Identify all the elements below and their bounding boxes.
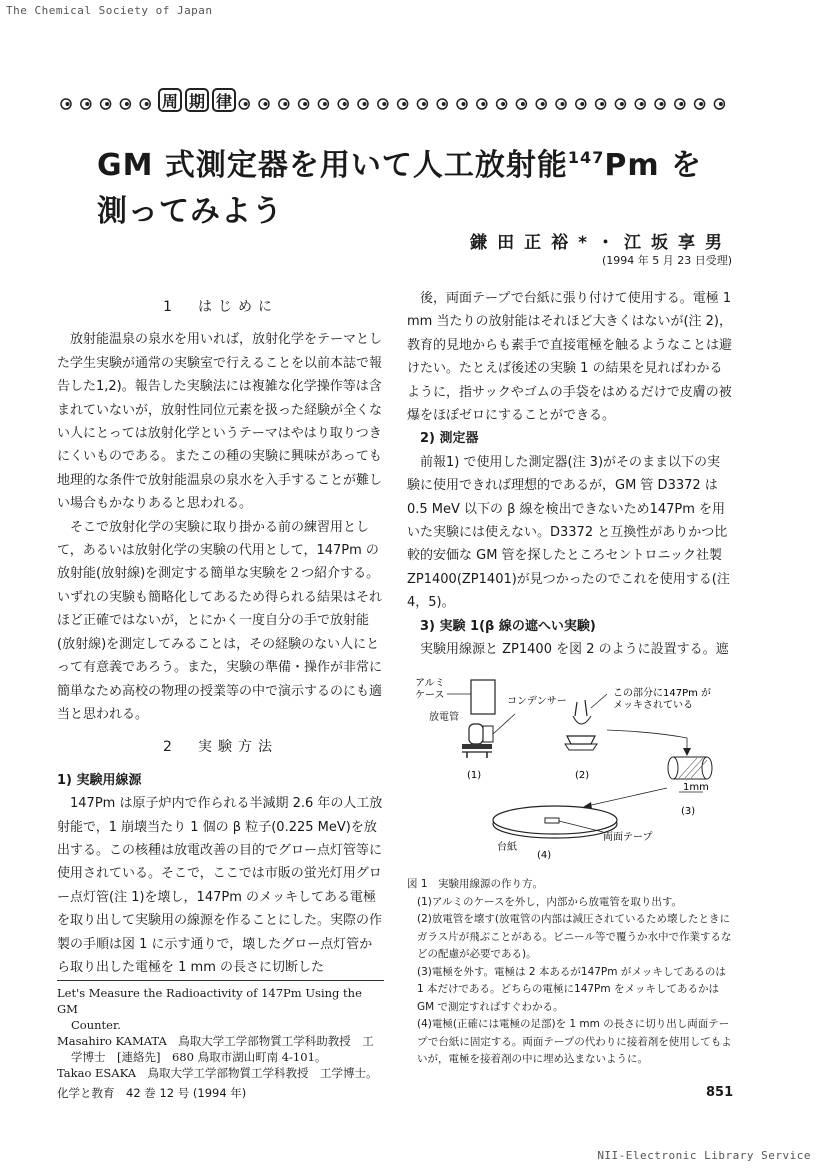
banner-dot-core: [125, 102, 129, 106]
banner-dot-core: [462, 102, 466, 106]
section-label-char: 律: [212, 88, 236, 112]
section-heading: 1 はじめに: [163, 299, 278, 315]
label-step-1: (1): [467, 770, 482, 781]
right-column: [407, 287, 733, 662]
caption-item: (4)電極(正確には電極の足部)を 1 mm の長さに切り出し両面テープで台紙に固定する。両面テープの代わりに接着剤を使用してもよいが，電極を接着剤の中に埋め込まないように。: [417, 1018, 732, 1065]
banner-dot-core: [719, 102, 723, 106]
broken-tube: [575, 700, 587, 716]
caption-item: (2)放電管を壊す(放電管の内部は減圧されているため壊したときにガラス片が飛ぶことがある。ビニール等で覆うか水中で作業するなどの配慮が必要である)。: [417, 913, 732, 960]
figure-1-diagram: [407, 672, 737, 872]
banner-dot-core: [283, 102, 287, 106]
label-tube: 放電管: [429, 712, 459, 723]
label-tape: 両面テープ: [603, 832, 653, 843]
electrode-piece: [668, 757, 712, 779]
paragraph: そこで放射化学の実験に取り掛かる前の練習用として，あるいは放射化学の実験の代用として，147Pm の放射能(放射線)を測定する簡単な実験を２つ紹介する。いずれの実験も簡略化してあるため得られる結果はそれほど正確ではないが，とにかく一度自分の手で放射能(放射線)を測定してみることは，その経験のない人にとって有意義であろう。また，実験の準備・操作が非常に簡単なため高校の物理の授業等の中で演示するのにも適当と思われる。: [57, 519, 383, 722]
banner-dot-core: [501, 102, 505, 106]
society-header: The Chemical Society of Japan: [6, 4, 213, 17]
caption-title: 図 1 実験用線源の作り方。: [407, 878, 544, 890]
paragraph: 放射能温泉の泉水を用いれば，放射化学をテーマとした学生実験が通常の実験室で行えることを以前本誌で報告した1,2)。報告した実験法には複雑な化学操作等は含まれていないが，放射性同位元素を扱った経験が全くない人にとっては放射化学というテーマはやはり取りつきにくいものである。またこの種の実験に興味があっても地理的な条件で放射能温泉の泉水を入手することが難しい場合もかなりあると思われる。: [57, 332, 383, 512]
journal-info: 化学と教育 42 巻 12 号 (1994 年): [57, 1086, 247, 1100]
banner-dot-core: [620, 102, 624, 106]
label-case: ケース: [415, 690, 445, 701]
banner-dot-core: [264, 102, 268, 106]
label-step-3: (3): [681, 806, 696, 817]
section-label-char: 期: [185, 88, 209, 112]
footnotes: Let's Measure the Radioactivity of 147Pm Using the GM Counter. Masahiro KAMATA 鳥取大学工学部物質工学科助教授 工 学博士 [連絡先] 680 鳥取市湖山町南 4-101。 Takao ESAKA 鳥取大学工学部物質工学科教授 工学博士。: [57, 980, 384, 1081]
banner-dot-core: [442, 102, 446, 106]
section-heading: 2 実験方法: [163, 739, 278, 756]
banner-dot-core: [600, 102, 604, 106]
banner-dot-core: [343, 102, 347, 106]
subsection-heading: 1) 実験用線源: [57, 772, 142, 788]
aluminium-case: [471, 680, 495, 714]
banner-dot-core: [699, 102, 703, 106]
paragraph: 147Pm は原子炉内で作られる半減期 2.6 年の人工放射能で，1 崩壊当たり 1 個の β 粒子(0.225 MeV)を放出する。この核種は放電改善の目的でグロー点灯管等に使用されている。そこで，ここでは市販の蛍光灯用グロー点灯管(注 1)を壊し，147Pm のメッキしてある電極を取り出して実験用の線源を作ることにした。実際の作製の手順は図 1 に示す通りで，壊したグロー点灯管から取り出した電極を 1 mm の長さに切断した: [57, 796, 383, 975]
mounting-board: [493, 806, 617, 838]
banner-dot-core: [521, 102, 525, 106]
label-plated-2: メッキされている: [613, 700, 693, 711]
banner-dot-core: [323, 102, 327, 106]
banner-dot-core: [244, 102, 248, 106]
label-condenser: コンデンサー: [507, 696, 567, 707]
subsection-heading: 3) 実験 1(β 線の遮へい実験): [420, 618, 596, 634]
caption-item: (1)アルミのケースを外し，内部から放電管を取り出す。: [417, 895, 683, 908]
banner-dot-core: [422, 102, 426, 106]
authors: 鎌田正裕*・江坂享男: [470, 233, 732, 253]
page-number: 851: [706, 1085, 734, 1100]
banner-dot-core: [145, 102, 149, 106]
library-footer: NII-Electronic Library Service: [597, 1149, 811, 1162]
label-board: 台紙: [497, 842, 517, 853]
received-date: (1994 年 5 月 23 日受理): [601, 254, 732, 267]
banner-dot-core: [105, 102, 109, 106]
paragraph: 実験用線源と ZP1400 を図 2 のように設置する。遮: [420, 642, 729, 658]
banner-dot-core: [66, 102, 70, 106]
banner-dot-core: [363, 102, 367, 106]
english-title-note: Let's Measure the Radioactivity of 147Pm Using the GM: [57, 986, 362, 1016]
banner-dot-core: [303, 102, 307, 106]
label-plated-1: この部分に147Pm が: [613, 688, 712, 699]
banner-dot-core: [660, 102, 664, 106]
banner-dot-core: [481, 102, 485, 106]
banner-dot-core: [382, 102, 386, 106]
banner-dot-core: [580, 102, 584, 106]
banner-dot-core: [85, 102, 89, 106]
banner-dot-core: [640, 102, 644, 106]
banner-dot-core: [541, 102, 545, 106]
section-label-char: 周: [158, 88, 182, 112]
label-step-2: (2): [575, 770, 590, 781]
paragraph: 前報1) で使用した測定器(注 3)がそのまま以下の実験に使用できれば理想的であるが，GM 管 D3372 は 0.5 MeV 以下の β 線を検出できないため147Pm を用いた実験には使えない。D3372 と互換性がありかつ比較的安価な GM 管を探したところセントロニック社製 ZP1400(ZP1401)が見つかったのでこれを使用する(注 4，5)。: [407, 454, 730, 611]
left-column: [57, 296, 384, 979]
banner-dot-core: [679, 102, 683, 106]
section-label: [158, 88, 236, 112]
banner-dot-core: [402, 102, 406, 106]
label-alumi: アルミ: [415, 678, 445, 689]
label-1mm: 1mm: [683, 782, 709, 793]
figure-caption: [407, 876, 733, 1069]
label-step-4: (4): [537, 850, 552, 861]
author-note: Masahiro KAMATA 鳥取大学工学部物質工学科助教授 工: [57, 1034, 374, 1048]
paragraph: 後，両面テープで台紙に張り付けて使用する。電極 1 mm 当たりの放射能はそれほど大きくはないが(注 2)，教育的見地からも素手で直接電極を触るようなことは避けたい。たとえば後述の実験 1 の結果を見ればわかるように，指サックやゴムの手袋をはめるだけで皮膚の被爆をほぼゼロにすることができる。: [407, 291, 733, 424]
glow-starter: [469, 724, 483, 744]
article-title: GM 式測定器を用いて人工放射能$^{147}$Pm を 測ってみよう: [97, 148, 703, 229]
banner-dot-core: [561, 102, 565, 106]
subsection-heading: 2) 測定器: [420, 431, 479, 447]
author-note: Takao ESAKA 鳥取大学工学部物質工学科教授 工学博士。: [57, 1066, 378, 1080]
caption-item: (3)電極を外す。電極は 2 本あるが147Pm がメッキしてあるのは 1 本だけである。どちらの電極に147Pm をメッキしてあるかは GM で測定すればすぐわかる。: [417, 965, 726, 1013]
